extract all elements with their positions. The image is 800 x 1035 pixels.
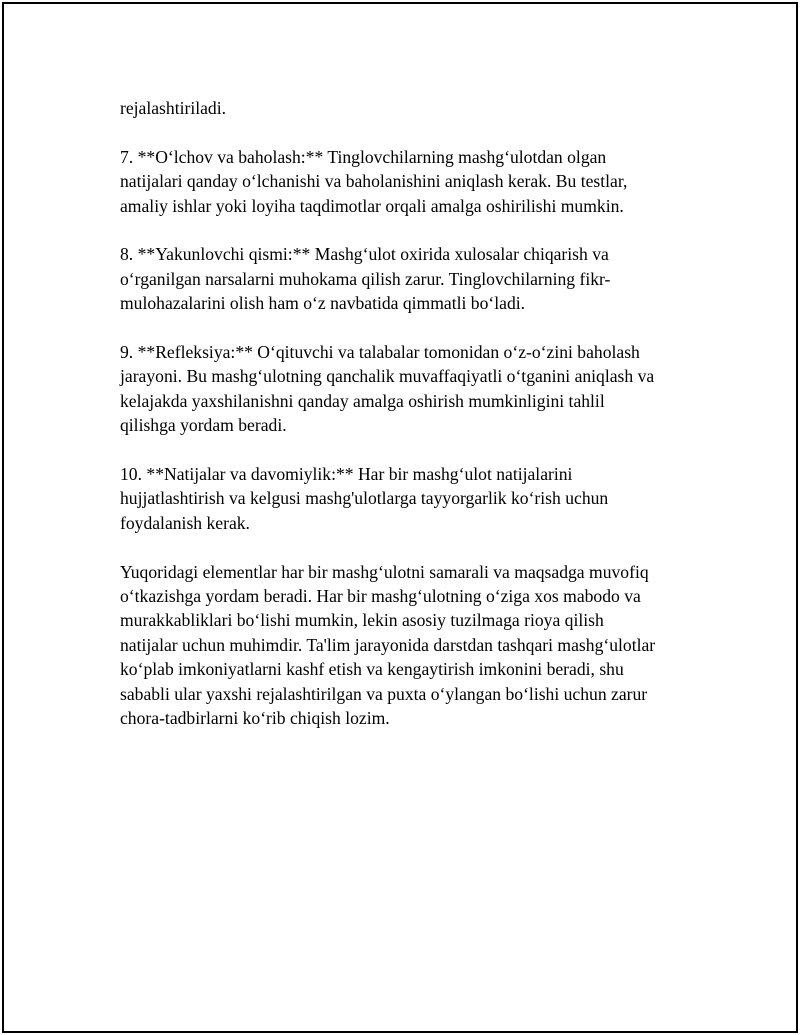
text-line: kelajakda yaxshilanishni qanday amalga oshirish mumkinligini tahlil [120, 390, 605, 411]
text-line: qilishga yordam beradi. [120, 415, 287, 436]
paragraph-item-7 [120, 145, 700, 218]
text-line: mulohazalarini olish ham o‘z navbatida qimmatli bo‘ladi. [120, 293, 526, 314]
text-line: rejalashtiriladi. [120, 98, 227, 118]
text-line: sababli ular yaxshi rejalashtirilgan va puxta o‘ylangan bo‘lishi uchun zarur [120, 683, 648, 704]
paragraph-conclusion [120, 560, 700, 731]
document-page [2, 2, 798, 1033]
paragraph-item-8 [120, 242, 700, 315]
text-line: 8. **Yakunlovchi qismi:** Mashg‘ulot oxirida xulosalar chiqarish va [120, 244, 609, 265]
text-line: foydalanish kerak. [120, 512, 250, 533]
paragraph-item-10 [120, 462, 700, 535]
text-line: 10. **Natijalar va davomiylik:** Har bir mashg‘ulot natijalarini [120, 464, 573, 485]
text-line: jarayoni. Bu mashg‘ulotning qanchalik muvaffaqiyatli o‘tganini aniqlash va [120, 366, 655, 387]
text-line: Yuqoridagi elementlar har bir mashg‘ulotni samarali va maqsadga muvofiq [120, 561, 649, 582]
text-line: natijalar uchun muhimdir. Ta'lim jarayonida darstdan tashqari mashg‘ulotlar [120, 634, 656, 655]
paragraph-continuation [120, 96, 700, 120]
text-line: chora-tadbirlarni ko‘rib chiqish lozim. [120, 708, 390, 729]
text-line: o‘tkazishga yordam beradi. Har bir mashg‘ulotning o‘ziga xos mabodo va [120, 586, 641, 607]
text-line: 7. **O‘lchov va baholash:** Tinglovchilarning mashg‘ulotdan olgan [120, 146, 607, 167]
text-line: amaliy ishlar yoki loyiha taqdimotlar orqali amalga oshirilishi mumkin. [120, 195, 624, 216]
text-line: murakkabliklari bo‘lishi mumkin, lekin asosiy tuzilmaga rioya qilish [120, 610, 604, 631]
paragraph-item-9 [120, 340, 700, 438]
text-line: o‘rganilgan narsalarni muhokama qilish zarur. Tinglovchilarning fikr- [120, 268, 611, 289]
text-line: natijalari qanday o‘lchanishi va baholanishini aniqlash kerak. Bu testlar, [120, 171, 628, 192]
document-body [120, 96, 700, 755]
text-line: ko‘plab imkoniyatlarni kashf etish va kengaytirish imkonini beradi, shu [120, 659, 624, 680]
text-line: 9. **Refleksiya:** O‘qituvchi va talabalar tomonidan o‘z-o‘zini baholash [120, 342, 640, 363]
text-line: hujjatlashtirish va kelgusi mashg'ulotlarga tayyorgarlik ko‘rish uchun [120, 488, 609, 509]
